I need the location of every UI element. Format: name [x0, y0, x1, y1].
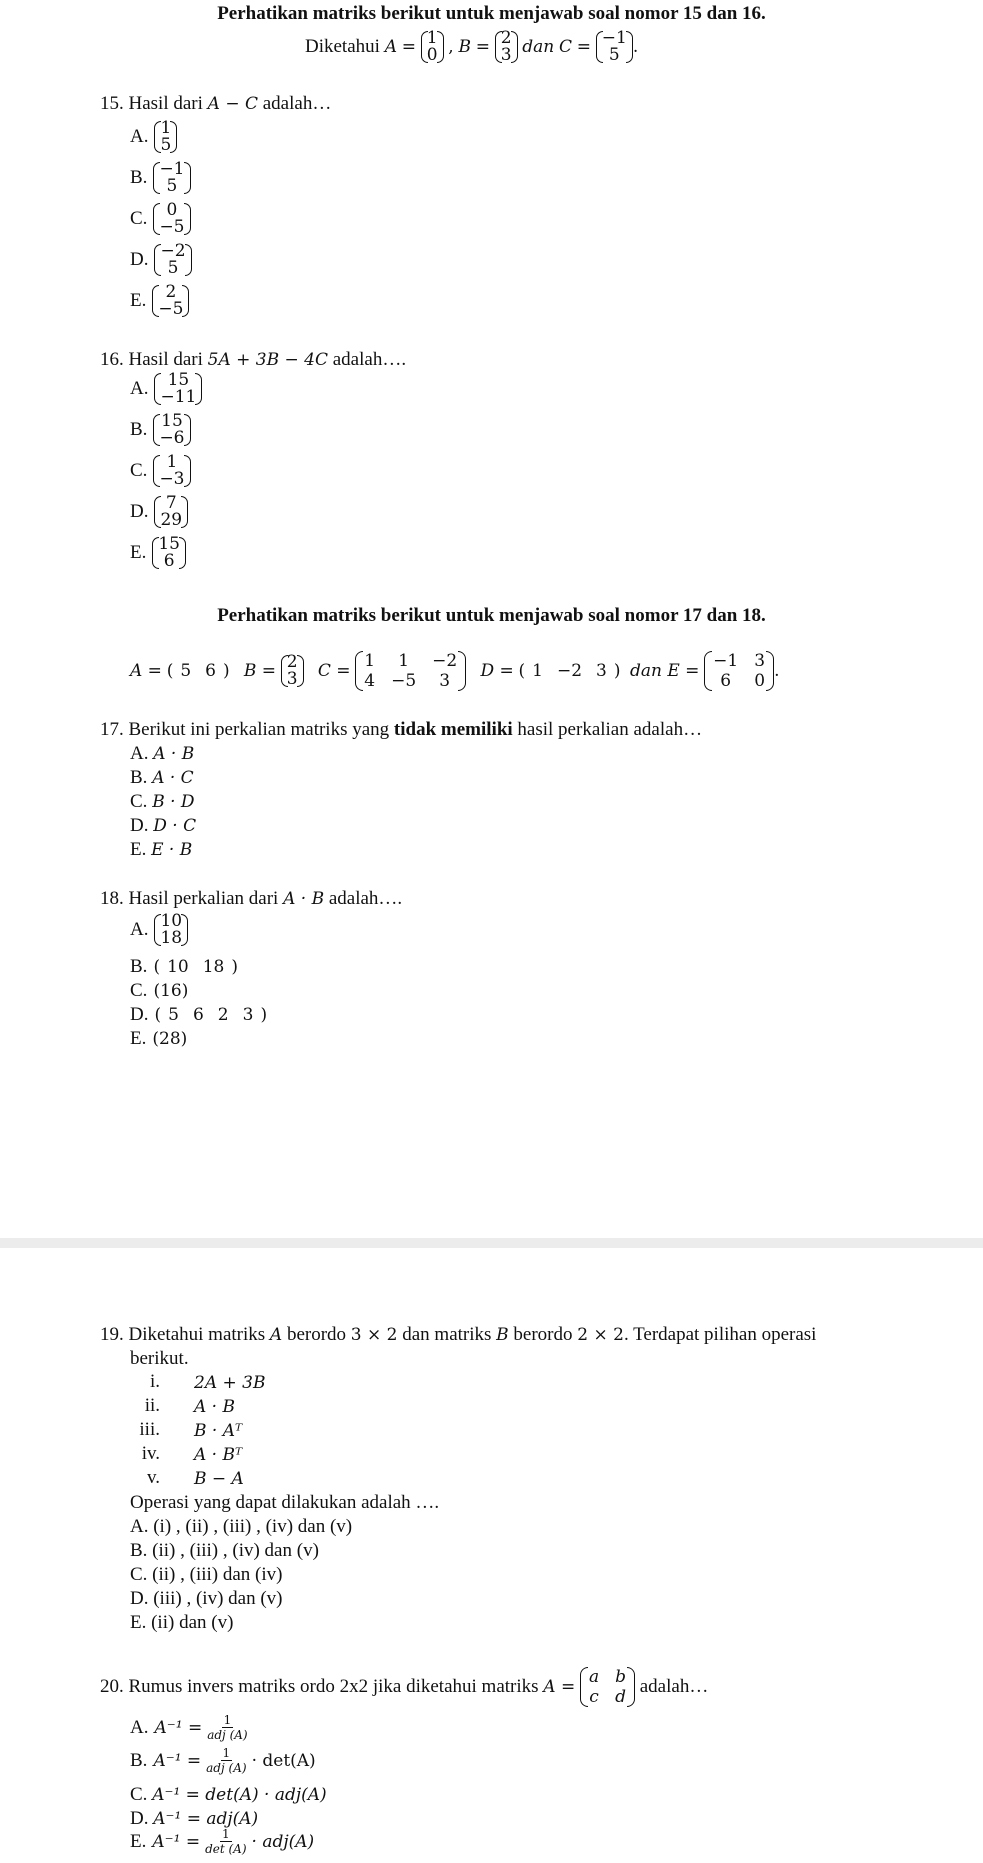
vector-B: 2 3 — [495, 30, 518, 64]
q18-option-c[interactable]: C. ( 16 ) — [130, 980, 189, 1001]
page-separator — [0, 1238, 983, 1248]
matrix-D-row: ( 1 −2 3 ) — [518, 661, 621, 681]
q18-option-a[interactable]: A. 10 18 — [130, 913, 188, 947]
q16-option-b[interactable]: B. 15 −6 — [130, 413, 191, 447]
q16-option-d[interactable]: D. 7 29 — [130, 495, 188, 529]
q19-op-i: 2A + 3B — [194, 1373, 266, 1393]
q15-option-d[interactable]: D. −2 5 — [130, 243, 192, 277]
q15-option-a[interactable]: A. 1 5 — [130, 120, 177, 154]
q16-option-c[interactable]: C. 1 −3 — [130, 454, 191, 488]
q17-option-a[interactable]: A. A · B — [130, 743, 195, 764]
q19-op-ii: A · B — [194, 1397, 235, 1417]
q20-option-d[interactable]: D. A⁻¹ = adj(A) — [130, 1808, 259, 1829]
q20-option-e[interactable]: E. A⁻¹ = $\frac{1}{\det (A)}$ · adj(A) — [130, 1827, 315, 1856]
q19-option-a[interactable]: A. (i) , (ii) , (iii) , (iv) dan (v) — [130, 1516, 353, 1537]
q20-option-b[interactable]: B. A⁻¹ = $\frac{1}{\text{adj (A)}}$ · det(A) — [130, 1746, 316, 1775]
q19-option-e[interactable]: E. (ii) dan (v) — [130, 1612, 234, 1633]
q15-stem: 15. Hasil dari A − C adalah… — [100, 93, 332, 114]
q15-option-b[interactable]: B. −1 5 — [130, 161, 191, 195]
q17-option-b[interactable]: B. A · C — [130, 767, 194, 788]
q18-option-e[interactable]: E. ( 28 ) — [130, 1028, 188, 1049]
q19-stem-cont: berikut. — [130, 1348, 189, 1369]
page-2: 19. Diketahui matriks A berordo 3 × 2 dan matriks B berordo 2 × 2. Terdapat pilihan operasi berikut. i. 2A + 3B ii. A · B iii. B · Aᵀ iv. A · Bᵀ v. B − A Operasi yang dapat dilakukan adalah …. A. (i) , (ii) , (iii) , (iv) dan (v) B. (ii) , (iii) , (iv) dan (v) C. (ii) , (iii) dan (iv) D. (iii) , (iv) dan (v) E. (ii) dan (v) 20. Rumus invers matriks ordo 2x2 jika diketahui matriks A = a b c d adalah… A. A⁻¹ = $\frac{1}{\text{adj (A)}}$ B. A⁻¹ = $\frac{1}{\text{adj (A)}}$ · det(A) C. A⁻¹ = det(A) · adj(A) D. A⁻¹ = adj(A) E. A⁻¹ = $\frac{1}{\det (A)}$ · adj(A) — [0, 1248, 983, 1863]
q19-option-c[interactable]: C. (ii) , (iii) dan (iv) — [130, 1564, 283, 1585]
q18-option-d[interactable]: D. ( 5 6 2 3 ) — [130, 1004, 268, 1025]
q16-stem: 16. Hasil dari 5A + 3B − 4C adalah…. — [100, 349, 407, 370]
q20-stem: 20. Rumus invers matriks ordo 2x2 jika diketahui matriks A = a b c d adalah… — [100, 1667, 709, 1707]
vector-A: 1 0 — [421, 30, 444, 64]
given-prefix: Diketahui — [305, 36, 380, 57]
q16-option-a[interactable]: A. 15 −11 — [130, 372, 202, 406]
q19-option-b[interactable]: B. (ii) , (iii) , (iv) dan (v) — [130, 1540, 319, 1561]
given-matrices-2: A = ( 5 6 ) B = 2 3 C = 1 1 −2 4 −5 3 D = ( 1 −2 3 ) dan E = −1 3 6 0 . — [130, 651, 780, 691]
q20-option-a[interactable]: A. A⁻¹ = $\frac{1}{\text{adj (A)}}$ — [130, 1713, 248, 1742]
vector-C: −1 5 — [596, 30, 633, 64]
q17-stem: 17. Berikut ini perkalian matriks yang tidak memiliki hasil perkalian adalah… — [100, 719, 703, 740]
q19-op-iv: A · Bᵀ — [194, 1445, 243, 1465]
q19-ask: Operasi yang dapat dilakukan adalah …. — [130, 1492, 440, 1513]
q16-option-e[interactable]: E. 15 6 — [130, 536, 186, 570]
heading-q17-18: Perhatikan matriks berikut untuk menjawab soal nomor 17 dan 18. — [217, 605, 766, 626]
heading-q15-16: Perhatikan matriks berikut untuk menjawab soal nomor 15 dan 16. — [217, 3, 766, 24]
q18-stem: 18. Hasil perkalian dari A · B adalah…. — [100, 888, 403, 909]
q19-op-iii: B · Aᵀ — [194, 1421, 243, 1441]
q17-option-e[interactable]: E. E · B — [130, 839, 193, 860]
q17-option-d[interactable]: D. D · C — [130, 815, 197, 836]
q19-option-d[interactable]: D. (iii) , (iv) dan (v) — [130, 1588, 283, 1609]
q15-option-c[interactable]: C. 0 −5 — [130, 202, 191, 236]
matrix-abcd: a b c d — [580, 1667, 635, 1707]
matrix-A-row: ( 5 6 ) — [166, 661, 230, 681]
given-matrices-1: Diketahui A = 1 0 , B = 2 3 dan C = −1 5 . — [305, 28, 639, 65]
q19-op-v: B − A — [194, 1469, 244, 1489]
matrix-B-col: 2 3 — [281, 654, 304, 688]
q17-option-c[interactable]: C. B · D — [130, 791, 195, 812]
q19-stem: 19. Diketahui matriks A berordo 3 × 2 dan matriks B berordo 2 × 2. Terdapat pilihan operasi — [100, 1324, 817, 1345]
q20-option-c[interactable]: C. A⁻¹ = det(A) · adj(A) — [130, 1784, 327, 1805]
q18-option-b[interactable]: B. ( 10 18 ) — [130, 956, 238, 977]
q15-option-e[interactable]: E. 2 −5 — [130, 284, 189, 318]
matrix-E: −1 3 6 0 — [704, 651, 774, 691]
matrix-C: 1 1 −2 4 −5 3 — [355, 651, 466, 691]
